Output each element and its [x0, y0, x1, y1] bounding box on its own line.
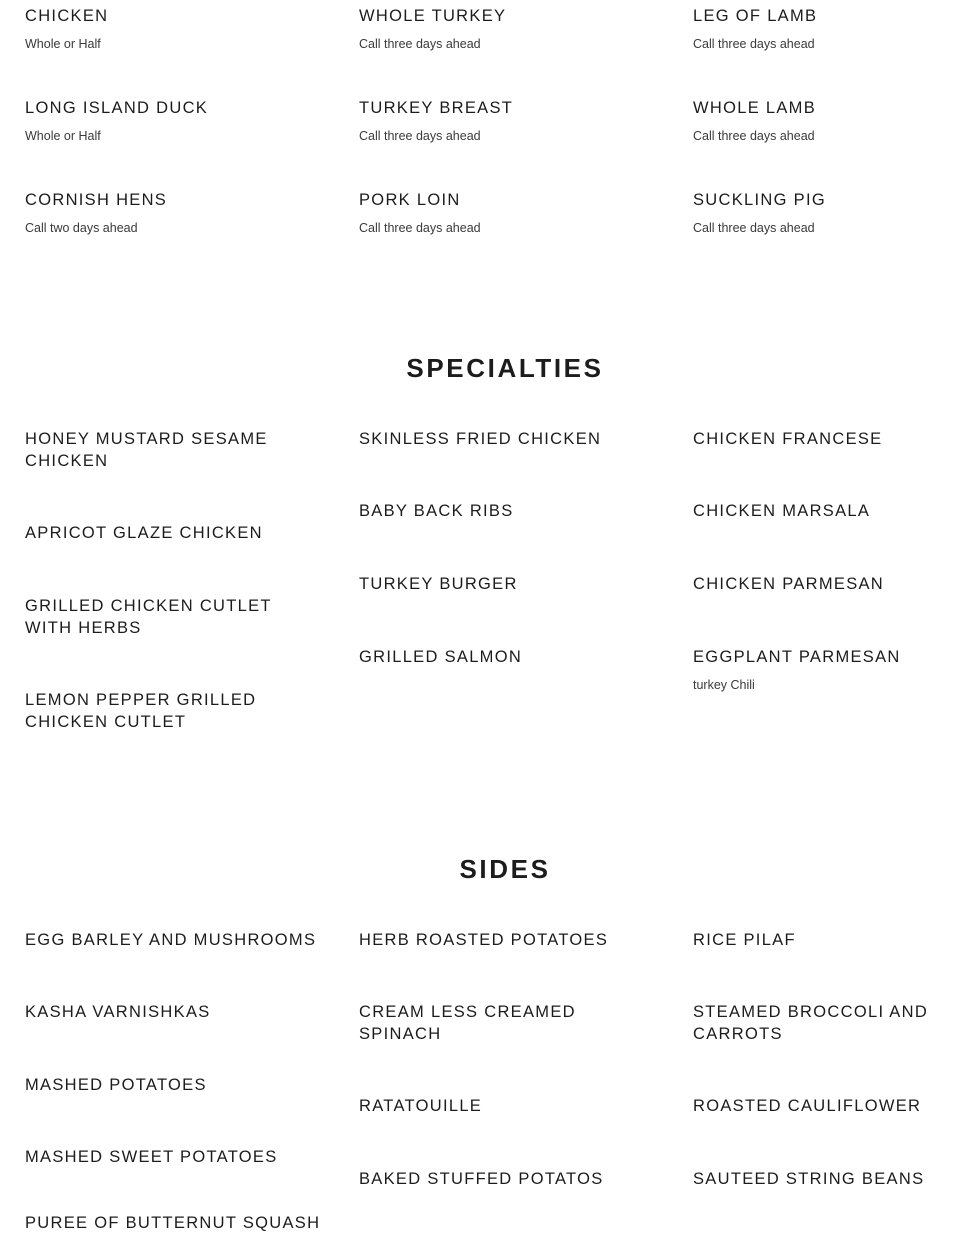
item-name: PUREE OF BUTTERNUT SQUASH	[25, 1214, 321, 1232]
item-name: WHOLE LAMB	[693, 99, 817, 117]
menu-item-chicken	[25, 6, 325, 52]
menu-item-grilled-chicken-cutlet-with-herbs	[25, 596, 305, 639]
item-name: CHICKEN MARSALA	[693, 502, 871, 520]
item-name: GRILLED CHICKEN CUTLET WITH HERBS	[25, 597, 272, 637]
item-name: CHICKEN	[25, 7, 109, 25]
menu-item-honey-mustard-sesame-chicken	[25, 429, 305, 472]
section-heading-specialties: SPECIALTIES	[406, 353, 604, 383]
item-note: Whole or Half	[25, 36, 101, 51]
item-name: SAUTEED STRING BEANS	[693, 1170, 925, 1188]
item-name: APRICOT GLAZE CHICKEN	[25, 524, 263, 542]
item-name: HONEY MUSTARD SESAME CHICKEN	[25, 430, 268, 470]
item-note: Call three days ahead	[359, 128, 481, 143]
menu-item-leg-of-lamb	[693, 6, 963, 52]
item-name: GRILLED SALMON	[359, 648, 523, 666]
menu-item-kasha-varnishkas	[25, 1002, 325, 1024]
item-name: LEG OF LAMB	[693, 7, 818, 25]
menu-item-turkey-burger	[359, 574, 659, 596]
menu-item-grilled-salmon	[359, 647, 659, 669]
menu-item-eggplant-parmesan	[693, 647, 963, 693]
item-name: CHICKEN PARMESAN	[693, 575, 885, 593]
item-name: CREAM LESS CREAMED SPINACH	[359, 1003, 576, 1043]
menu-item-whole-turkey	[359, 6, 659, 52]
menu-item-chicken-marsala	[693, 501, 963, 523]
item-name: STEAMED BROCCOLI AND CARROTS	[693, 1003, 929, 1043]
item-name: MASHED POTATOES	[25, 1076, 207, 1094]
menu-item-baked-stuffed-potatos	[359, 1169, 659, 1191]
item-name: MASHED SWEET POTATOES	[25, 1148, 278, 1166]
item-note: Call three days ahead	[693, 220, 815, 235]
item-name: CHICKEN FRANCESE	[693, 430, 883, 448]
item-note: Whole or Half	[25, 128, 101, 143]
menu-item-steamed-broccoli-and-carrots	[693, 1002, 963, 1045]
item-name: TURKEY BREAST	[359, 99, 514, 117]
item-name: LEMON PEPPER GRILLED CHICKEN CUTLET	[25, 691, 257, 731]
section-heading-sides: SIDES	[459, 854, 551, 884]
item-name: SUCKLING PIG	[693, 191, 826, 209]
menu-item-pork-loin	[359, 190, 659, 236]
menu-item-ratatouille	[359, 1096, 659, 1118]
menu-item-apricot-glaze-chicken	[25, 523, 325, 545]
menu-item-lemon-pepper-grilled-chicken-cutlet	[25, 690, 305, 733]
item-name: PORK LOIN	[359, 191, 461, 209]
menu-item-rice-pilaf	[693, 930, 963, 952]
menu-item-turkey-breast	[359, 98, 659, 144]
menu-item-chicken-parmesan	[693, 574, 963, 596]
menu-item-cornish-hens	[25, 190, 325, 236]
item-name: BAKED STUFFED POTATOS	[359, 1170, 604, 1188]
item-name: EGGPLANT PARMESAN	[693, 648, 901, 666]
menu-item-egg-barley-and-mushrooms	[25, 930, 325, 952]
menu-item-cream-less-creamed-spinach	[359, 1002, 639, 1045]
item-name: LONG ISLAND DUCK	[25, 99, 209, 117]
item-name: WHOLE TURKEY	[359, 7, 507, 25]
item-name: RATATOUILLE	[359, 1097, 483, 1115]
item-name: SKINLESS FRIED CHICKEN	[359, 430, 602, 448]
item-note: turkey Chili	[693, 677, 755, 692]
item-name: KASHA VARNISHKAS	[25, 1003, 211, 1021]
menu-item-herb-roasted-potatoes	[359, 930, 659, 952]
item-note: Call three days ahead	[693, 36, 815, 51]
menu-item-whole-lamb	[693, 98, 963, 144]
menu-item-mashed-potatoes	[25, 1075, 325, 1097]
menu-item-suckling-pig	[693, 190, 963, 236]
item-name: ROASTED CAULIFLOWER	[693, 1097, 922, 1115]
item-note: Call two days ahead	[25, 220, 138, 235]
item-name: CORNISH HENS	[25, 191, 168, 209]
menu-item-long-island-duck	[25, 98, 325, 144]
menu-item-skinless-fried-chicken	[359, 429, 659, 451]
menu-item-sauteed-string-beans	[693, 1169, 963, 1191]
item-name: BABY BACK RIBS	[359, 502, 514, 520]
menu-item-puree-of-butternut-squash	[25, 1213, 325, 1235]
item-name: RICE PILAF	[693, 931, 796, 949]
item-note: Call three days ahead	[359, 220, 481, 235]
menu-item-baby-back-ribs	[359, 501, 659, 523]
item-name: TURKEY BURGER	[359, 575, 518, 593]
item-note: Call three days ahead	[359, 36, 481, 51]
menu-item-roasted-cauliflower	[693, 1096, 963, 1118]
menu-item-chicken-francese	[693, 429, 963, 451]
item-note: Call three days ahead	[693, 128, 815, 143]
menu-item-mashed-sweet-potatoes	[25, 1147, 325, 1169]
item-name: EGG BARLEY AND MUSHROOMS	[25, 931, 317, 949]
item-name: HERB ROASTED POTATOES	[359, 931, 609, 949]
